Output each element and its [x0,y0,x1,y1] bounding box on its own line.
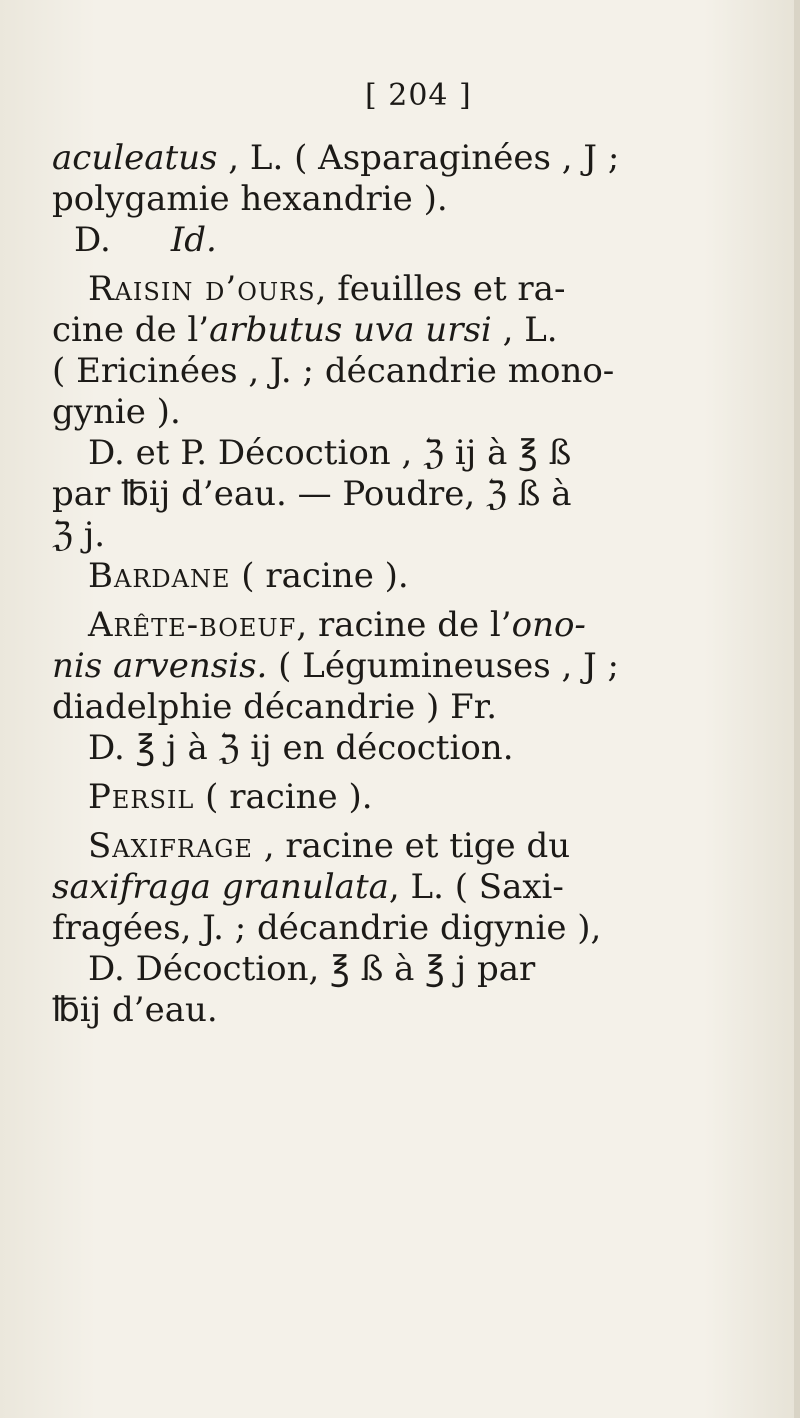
raisin-line-3: ( Ericinées , J. ; décandrie mono- [52,351,615,391]
species-name: ono- [511,605,586,645]
text-run: , racine et tige du [252,826,571,866]
saxifrage-line-3: fragées, J. ; décandrie digynie ), [52,908,602,948]
text-run: ( racine ). [194,777,373,817]
idem-label: Id. [170,220,217,260]
raisin-line-1 [52,269,772,310]
page-edge [794,0,800,1418]
aculeatus-line-3 [52,220,772,261]
species-name: saxifraga granulata [52,867,389,907]
text-run: ( Légumineuses , J ; [267,646,619,686]
saxifrage-line-5: ℔ij d’eau. [52,990,218,1030]
arete-line-2 [52,646,772,687]
text-run: cine de l’ [52,310,210,350]
entry-heading-arete: Arête-boeuf [88,605,297,645]
text-run: , L. [491,310,558,350]
bardane-line [52,556,772,597]
persil-line [52,777,772,818]
entry-heading-saxifrage: Saxifrage [88,826,253,866]
arete-line-1 [52,605,772,646]
entry-heading-bardane: Bardane [88,556,231,596]
entry-heading-raisin: Raisin d’ours [88,269,316,309]
arete-line-4: D. ℥ j à ℨ ij en décoction. [88,728,514,768]
saxifrage-line-1 [52,826,772,867]
aculeatus-line-2: polygamie hexandrie ). [52,179,448,219]
entry-heading-persil: Persil [88,777,195,817]
raisin-line-2 [52,310,772,351]
text-run: ( racine ). [230,556,409,596]
text-run: , feuilles et ra- [315,269,566,309]
text-run: , racine de l’ [296,605,512,645]
species-name: arbutus uva ursi [209,310,492,350]
species-name: aculeatus [52,138,218,178]
page-number: [ 204 ] [365,78,472,113]
species-name: nis arvensis. [52,646,268,686]
text-run: , L. ( Saxi- [388,867,564,907]
raisin-line-7: ℨ j. [52,515,106,555]
arete-line-3: diadelphie décandrie ) Fr. [52,687,498,727]
raisin-line-6: par ℔ij d’eau. — Poudre, ℨ ß à [52,474,572,514]
saxifrage-line-2 [52,867,772,908]
raisin-line-5: D. et P. Décoction , ℨ ij à ℥ ß [88,433,572,473]
dose-label: D. [74,220,111,260]
raisin-line-4: gynie ). [52,392,181,432]
saxifrage-line-4: D. Décoction, ℥ ß à ℥ j par [88,949,536,989]
text-run: , L. ( Asparaginées , J ; [217,138,620,178]
aculeatus-line-1 [52,138,772,179]
page-text [52,138,772,1031]
